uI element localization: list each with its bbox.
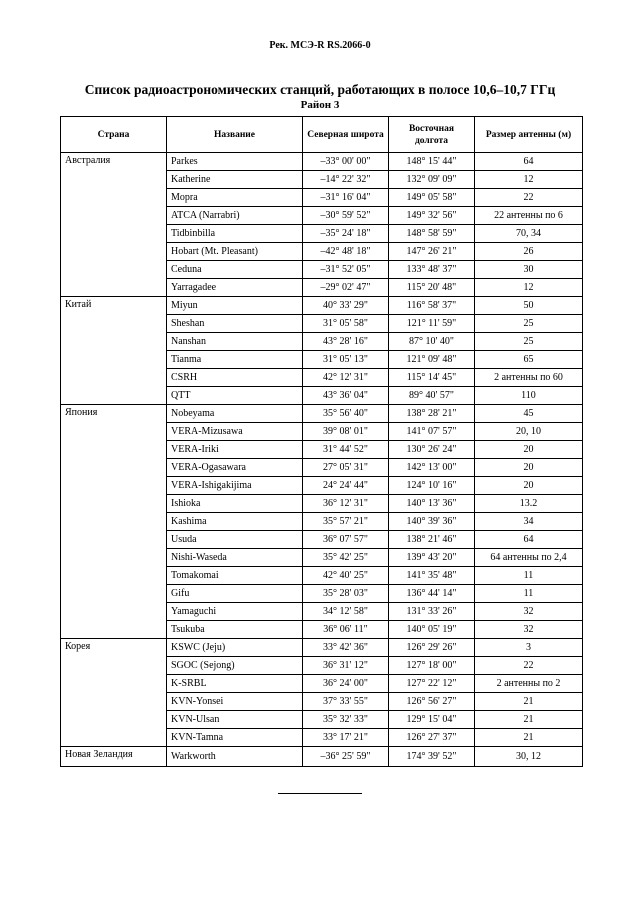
- region-subtitle: Район 3: [300, 99, 340, 111]
- station-name-cell: Katherine: [167, 171, 303, 189]
- station-name-cell: Ceduna: [167, 261, 303, 279]
- antenna-size-cell: 2 антенны по 2: [475, 675, 583, 693]
- latitude-cell: 35° 32' 33": [303, 711, 389, 729]
- station-name-cell: Mopra: [167, 189, 303, 207]
- antenna-size-cell: 25: [475, 333, 583, 351]
- station-name-cell: Tianma: [167, 351, 303, 369]
- antenna-size-cell: 21: [475, 729, 583, 747]
- antenna-size-cell: 20: [475, 477, 583, 495]
- station-name-cell: Nanshan: [167, 333, 303, 351]
- country-cell: Новая Зеландия: [61, 747, 167, 767]
- longitude-cell: 147° 26' 21": [389, 243, 475, 261]
- antenna-size-cell: 20: [475, 441, 583, 459]
- longitude-cell: 140° 13' 36": [389, 495, 475, 513]
- antenna-size-cell: 22: [475, 657, 583, 675]
- table-row: [61, 639, 583, 657]
- antenna-size-cell: 45: [475, 405, 583, 423]
- station-name-cell: VERA-Ishigakijima: [167, 477, 303, 495]
- longitude-cell: 139° 43' 20": [389, 549, 475, 567]
- table-row: [61, 405, 583, 423]
- longitude-cell: 133° 48' 37": [389, 261, 475, 279]
- latitude-cell: –36° 25' 59": [303, 747, 389, 767]
- latitude-cell: 36° 07' 57": [303, 531, 389, 549]
- latitude-cell: 36° 06' 11": [303, 621, 389, 639]
- antenna-size-cell: 21: [475, 711, 583, 729]
- latitude-cell: –31° 16' 04": [303, 189, 389, 207]
- station-name-cell: Warkworth: [167, 747, 303, 767]
- longitude-cell: 142° 13' 00": [389, 459, 475, 477]
- longitude-cell: 148° 58' 59": [389, 225, 475, 243]
- station-name-cell: Usuda: [167, 531, 303, 549]
- station-name-cell: CSRH: [167, 369, 303, 387]
- longitude-cell: 174° 39' 52": [389, 747, 475, 767]
- station-name-cell: Yamaguchi: [167, 603, 303, 621]
- table-header: [61, 117, 583, 153]
- antenna-size-cell: 50: [475, 297, 583, 315]
- table-row: [61, 153, 583, 171]
- longitude-cell: 115° 20' 48": [389, 279, 475, 297]
- antenna-size-cell: 22 антенны по 6: [475, 207, 583, 225]
- country-cell: Япония: [61, 405, 167, 639]
- antenna-size-cell: 22: [475, 189, 583, 207]
- longitude-cell: 130° 26' 24": [389, 441, 475, 459]
- station-name-cell: Miyun: [167, 297, 303, 315]
- latitude-cell: 35° 42' 25": [303, 549, 389, 567]
- latitude-cell: 33° 42' 36": [303, 639, 389, 657]
- station-name-cell: K-SRBL: [167, 675, 303, 693]
- longitude-cell: 140° 05' 19": [389, 621, 475, 639]
- column-header-latitude: Северная широта: [303, 117, 389, 153]
- latitude-cell: 34° 12' 58": [303, 603, 389, 621]
- column-header-name: Название: [167, 117, 303, 153]
- longitude-cell: 148° 15' 44": [389, 153, 475, 171]
- antenna-size-cell: 11: [475, 567, 583, 585]
- longitude-cell: 89° 40' 57": [389, 387, 475, 405]
- table-row: [61, 747, 583, 767]
- station-name-cell: Gifu: [167, 585, 303, 603]
- antenna-size-cell: 3: [475, 639, 583, 657]
- table-body: [61, 153, 583, 767]
- station-name-cell: Ishioka: [167, 495, 303, 513]
- footnote-separator: [278, 793, 362, 794]
- page-header: Рек. МСЭ-R RS.2066-0: [269, 40, 371, 51]
- station-name-cell: KVN-Yonsei: [167, 693, 303, 711]
- longitude-cell: 87° 10' 40": [389, 333, 475, 351]
- station-name-cell: SGOC (Sejong): [167, 657, 303, 675]
- country-cell: Австралия: [61, 153, 167, 297]
- station-name-cell: KVN-Ulsan: [167, 711, 303, 729]
- column-header-country: Страна: [61, 117, 167, 153]
- longitude-cell: 131° 33' 26": [389, 603, 475, 621]
- longitude-cell: 141° 07' 57": [389, 423, 475, 441]
- antenna-size-cell: 64: [475, 531, 583, 549]
- antenna-size-cell: 25: [475, 315, 583, 333]
- antenna-size-cell: 13.2: [475, 495, 583, 513]
- longitude-cell: 116° 58' 37": [389, 297, 475, 315]
- antenna-size-cell: 32: [475, 603, 583, 621]
- antenna-size-cell: 34: [475, 513, 583, 531]
- station-name-cell: ATCA (Narrabri): [167, 207, 303, 225]
- antenna-size-cell: 32: [475, 621, 583, 639]
- latitude-cell: 40° 33' 29": [303, 297, 389, 315]
- longitude-cell: 126° 56' 27": [389, 693, 475, 711]
- station-name-cell: Sheshan: [167, 315, 303, 333]
- latitude-cell: 31° 05' 13": [303, 351, 389, 369]
- latitude-cell: –33° 00' 00": [303, 153, 389, 171]
- station-name-cell: Tidbinbilla: [167, 225, 303, 243]
- longitude-cell: 115° 14' 45": [389, 369, 475, 387]
- column-header-antenna-size: Размер антенны (м): [475, 117, 583, 153]
- antenna-size-cell: 64 антенны по 2,4: [475, 549, 583, 567]
- latitude-cell: 35° 28' 03": [303, 585, 389, 603]
- antenna-size-cell: 20, 10: [475, 423, 583, 441]
- latitude-cell: 31° 05' 58": [303, 315, 389, 333]
- latitude-cell: 35° 57' 21": [303, 513, 389, 531]
- document-title: Список радиоастрономических станций, работающих в полосе 10,6–10,7 ГГц: [84, 82, 556, 97]
- latitude-cell: –30° 59' 52": [303, 207, 389, 225]
- station-name-cell: VERA-Iriki: [167, 441, 303, 459]
- antenna-size-cell: 12: [475, 279, 583, 297]
- latitude-cell: 36° 12' 31": [303, 495, 389, 513]
- stations-table: [60, 116, 583, 767]
- latitude-cell: –29° 02' 47": [303, 279, 389, 297]
- latitude-cell: 33° 17' 21": [303, 729, 389, 747]
- country-cell: Корея: [61, 639, 167, 747]
- station-name-cell: KSWC (Jeju): [167, 639, 303, 657]
- country-cell: Китай: [61, 297, 167, 405]
- station-name-cell: Nishi-Waseda: [167, 549, 303, 567]
- antenna-size-cell: 64: [475, 153, 583, 171]
- longitude-cell: 127° 22' 12": [389, 675, 475, 693]
- latitude-cell: 27° 05' 31": [303, 459, 389, 477]
- latitude-cell: 35° 56' 40": [303, 405, 389, 423]
- station-name-cell: QTT: [167, 387, 303, 405]
- longitude-cell: 121° 09' 48": [389, 351, 475, 369]
- longitude-cell: 138° 28' 21": [389, 405, 475, 423]
- latitude-cell: 42° 12' 31": [303, 369, 389, 387]
- longitude-cell: 126° 27' 37": [389, 729, 475, 747]
- longitude-cell: 138° 21' 46": [389, 531, 475, 549]
- longitude-cell: 132° 09' 09": [389, 171, 475, 189]
- longitude-cell: 149° 05' 58": [389, 189, 475, 207]
- longitude-cell: 129° 15' 04": [389, 711, 475, 729]
- latitude-cell: 31° 44' 52": [303, 441, 389, 459]
- antenna-size-cell: 21: [475, 693, 583, 711]
- latitude-cell: –14° 22' 32": [303, 171, 389, 189]
- column-header-longitude: Восточная долгота: [389, 117, 475, 153]
- station-name-cell: Kashima: [167, 513, 303, 531]
- latitude-cell: 39° 08' 01": [303, 423, 389, 441]
- antenna-size-cell: 12: [475, 171, 583, 189]
- latitude-cell: –35° 24' 18": [303, 225, 389, 243]
- latitude-cell: –31° 52' 05": [303, 261, 389, 279]
- longitude-cell: 141° 35' 48": [389, 567, 475, 585]
- station-name-cell: Nobeyama: [167, 405, 303, 423]
- latitude-cell: –42° 48' 18": [303, 243, 389, 261]
- latitude-cell: 43° 36' 04": [303, 387, 389, 405]
- latitude-cell: 43° 28' 16": [303, 333, 389, 351]
- antenna-size-cell: 30, 12: [475, 747, 583, 767]
- station-name-cell: Tsukuba: [167, 621, 303, 639]
- longitude-cell: 140° 39' 36": [389, 513, 475, 531]
- antenna-size-cell: 11: [475, 585, 583, 603]
- latitude-cell: 24° 24' 44": [303, 477, 389, 495]
- table-row: [61, 297, 583, 315]
- station-name-cell: Parkes: [167, 153, 303, 171]
- latitude-cell: 42° 40' 25": [303, 567, 389, 585]
- latitude-cell: 37° 33' 55": [303, 693, 389, 711]
- antenna-size-cell: 65: [475, 351, 583, 369]
- latitude-cell: 36° 24' 00": [303, 675, 389, 693]
- latitude-cell: 36° 31' 12": [303, 657, 389, 675]
- antenna-size-cell: 26: [475, 243, 583, 261]
- station-name-cell: Hobart (Mt. Pleasant): [167, 243, 303, 261]
- antenna-size-cell: 110: [475, 387, 583, 405]
- station-name-cell: Tomakomai: [167, 567, 303, 585]
- antenna-size-cell: 2 антенны по 60: [475, 369, 583, 387]
- station-name-cell: VERA-Ogasawara: [167, 459, 303, 477]
- longitude-cell: 127° 18' 00": [389, 657, 475, 675]
- longitude-cell: 136° 44' 14": [389, 585, 475, 603]
- station-name-cell: Yarragadee: [167, 279, 303, 297]
- longitude-cell: 121° 11' 59": [389, 315, 475, 333]
- longitude-cell: 149° 32' 56": [389, 207, 475, 225]
- antenna-size-cell: 70, 34: [475, 225, 583, 243]
- antenna-size-cell: 30: [475, 261, 583, 279]
- antenna-size-cell: 20: [475, 459, 583, 477]
- station-name-cell: KVN-Tamna: [167, 729, 303, 747]
- station-name-cell: VERA-Mizusawa: [167, 423, 303, 441]
- longitude-cell: 126° 29' 26": [389, 639, 475, 657]
- longitude-cell: 124° 10' 16": [389, 477, 475, 495]
